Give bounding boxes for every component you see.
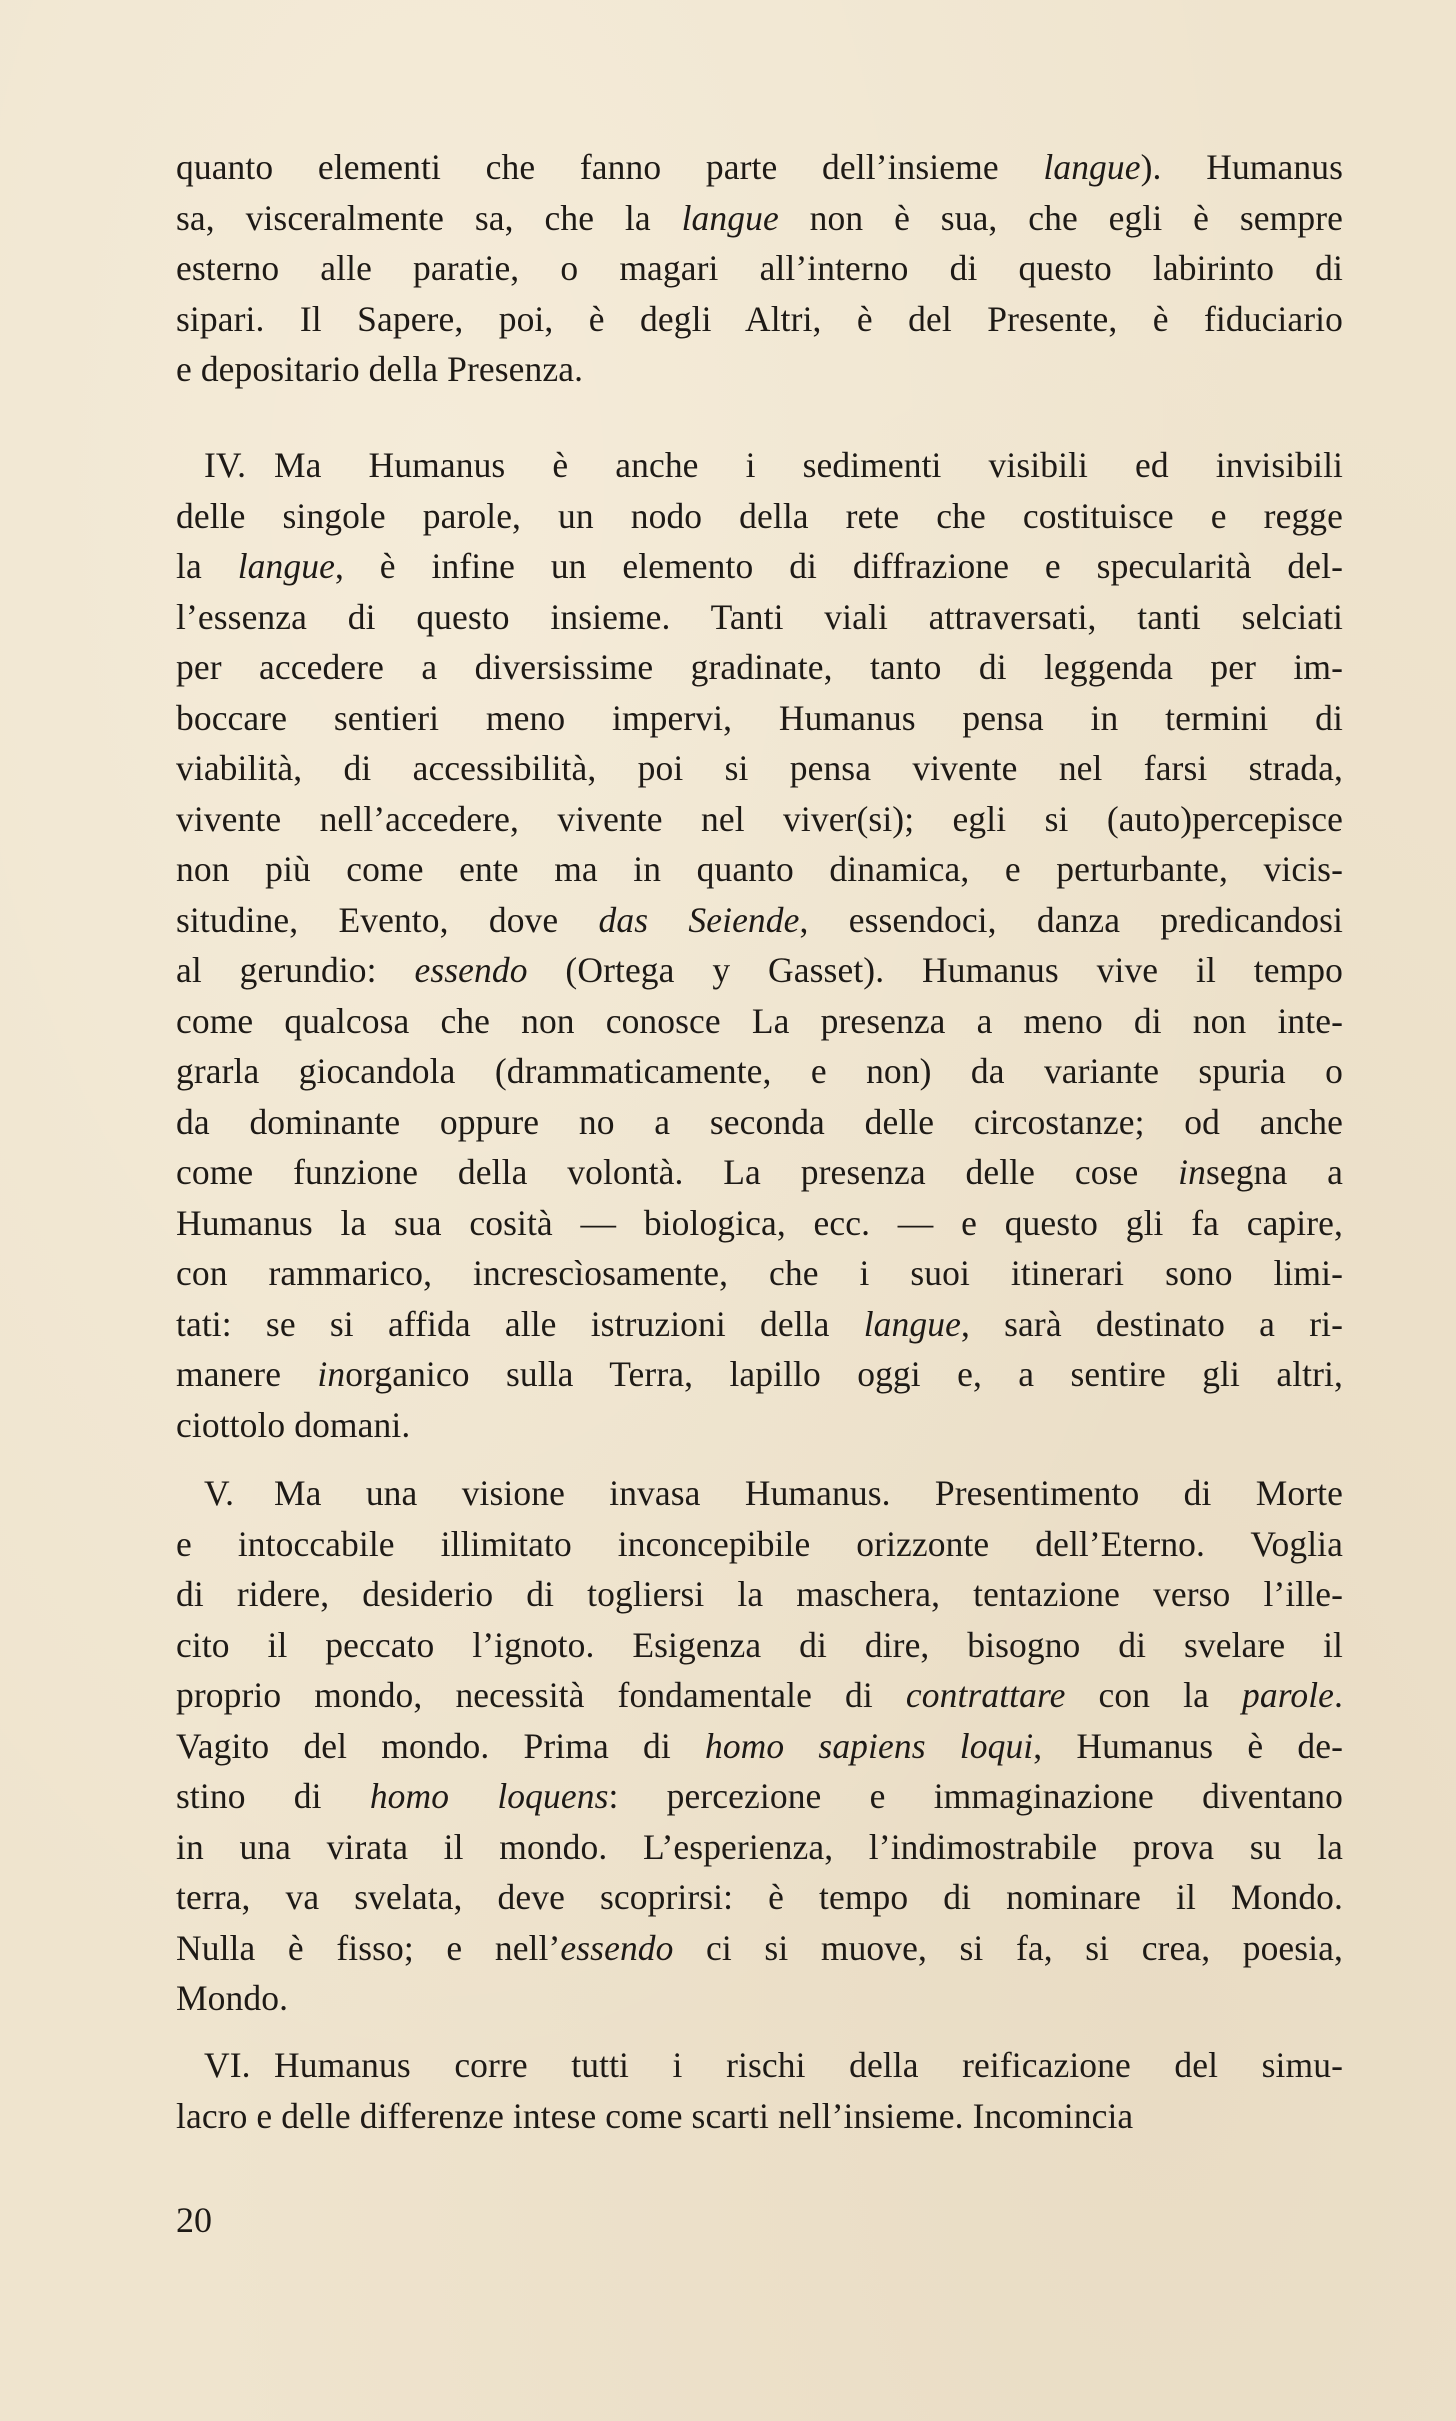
text-line [176,1923,1343,1974]
text-line [176,1620,1343,1671]
text-line [176,193,1343,244]
paragraph-vi [176,2040,1343,2141]
text-segment: , essendoci, danza predicandosi [799,899,1343,940]
text-segment: segna a [1205,1152,1343,1192]
text-segment: Humanus la sua cosità — biologica, ecc. — e questo gli fa capire, [176,1202,1343,1243]
text-segment: come qualcosa che non conosce La presenza a meno di non inte- [176,1000,1343,1041]
text-line [176,541,1343,592]
text-segment: viabilità, di accessibilità, poi si pensa vivente nel farsi strada, [176,748,1343,788]
italic-term: essendo [560,1927,674,1968]
text-segment: terra, va svelata, deve scoprirsi: è tempo di nominare il Mondo. [176,1877,1343,1917]
paragraph-v [176,1468,1343,2024]
italic-term: langue [681,197,779,238]
text-segment: , Humanus è de- [1033,1725,1343,1766]
text-segment: da dominante oppure no a seconda delle circostanze; od anche [176,1101,1343,1142]
text-segment: , sarà destinato a ri- [960,1303,1344,1344]
text-line [176,743,1343,794]
text-line [176,693,1343,744]
text-segment: con rammarico, increscìosamente, che i suoi itinerari sono limi- [176,1253,1343,1293]
text-segment: sa, visceralmente sa, che la [176,197,682,238]
text-line [176,1400,1343,1451]
text-segment: . [1334,1675,1343,1715]
text-segment: di ridere, desiderio di togliersi la maschera, tentazione verso l’ille- [176,1574,1343,1614]
text-line [176,2040,1343,2091]
text-line [176,844,1343,895]
section-numeral: V. [204,1473,235,1513]
text-line [176,1097,1343,1148]
text-segment: Vagito del mondo. Prima di [176,1725,705,1766]
text-line [176,294,1343,345]
text-segment: tati: se si affida alle istruzioni della [176,1303,864,1344]
text-line [176,1299,1343,1350]
italic-term: parole [1242,1675,1335,1715]
italic-term: das Seiende [598,899,800,940]
text-line [176,1248,1343,1299]
text-line [176,243,1343,294]
text-segment: Ma Humanus è anche i sedimenti visibili ed invisibili [274,445,1343,485]
text-line [176,491,1343,542]
text-segment: organico sulla Terra, lapillo oggi e, a sentire gli altri, [345,1354,1343,1394]
text-line [176,1349,1343,1400]
italic-term: in [1178,1152,1206,1192]
text-line [176,592,1343,643]
paragraph-continuation [176,142,1343,395]
text-segment: Ma una visione invasa Humanus. Presentimento di Morte [274,1473,1343,1513]
text-line [176,1147,1343,1198]
text-line [176,1721,1343,1772]
text-line [176,794,1343,845]
text-segment: come funzione della volontà. La presenza delle cose [176,1152,1179,1192]
text-line [176,344,1343,395]
text-line [176,895,1343,946]
text-line [176,1670,1343,1721]
text-segment: la [176,546,238,586]
text-segment: esterno alle paratie, o magari all’interno di questo labirinto di [176,248,1343,288]
section-numeral: VI. [204,2045,251,2085]
text-segment: non più come ente ma in quanto dinamica, e perturbante, vicis- [176,849,1343,889]
text-segment: per accedere a diversissime gradinate, tanto di leggenda per im- [176,647,1343,687]
text-segment: Nulla è fisso; e nell’ [176,1927,561,1968]
text-line [176,1771,1343,1822]
italic-term: homo sapiens loqui [704,1725,1034,1766]
text-segment: ). Humanus [1140,147,1343,187]
text-line [176,1569,1343,1620]
text-segment: Humanus corre tutti i rischi della reificazione del simu- [274,2045,1343,2085]
text-segment: lacro e delle differenze intese come scarti nell’insieme. Incomincia [176,2095,1134,2136]
text-line [176,642,1343,693]
text-segment: l’essenza di questo insieme. Tanti viali attraversati, tanti selciati [176,596,1343,637]
text-segment: cito il peccato l’ignoto. Esigenza di dire, bisogno di svelare il [176,1624,1343,1665]
text-line [176,1198,1343,1249]
text-segment: sipari. Il Sapere, poi, è degli Altri, è del Presente, è fiduciario [176,298,1343,339]
text-segment: vivente nell’accedere, vivente nel viver(si); egli si (auto)percepisce [176,798,1343,839]
italic-term: langue [1043,147,1141,187]
text-segment: : percezione e immaginazione diventano [608,1776,1343,1816]
text-line [176,1046,1343,1097]
text-segment: delle singole parole, un nodo della rete che costituisce e regge [176,495,1343,536]
text-segment: grarla giocandola (drammaticamente, e non) da variante spuria o [176,1051,1343,1091]
text-segment: e intoccabile illimitato inconcepibile orizzonte dell’Eterno. Voglia [176,1523,1343,1564]
page-number: 20 [176,2200,212,2240]
text-segment: Mondo. [176,1978,289,2018]
italic-term: contrattare [905,1675,1066,1715]
paragraph-iv [176,440,1343,1450]
text-segment: proprio mondo, necessità fondamentale di [176,1675,906,1715]
italic-term: langue [237,546,335,586]
italic-term: langue [863,1303,961,1344]
text-line [176,1519,1343,1570]
text-segment: (Ortega y Gasset). Humanus vive il tempo [527,950,1343,990]
italic-term: essendo [414,950,528,990]
text-line [176,1468,1343,1519]
text-line [176,440,1343,491]
text-line [176,1973,1343,2024]
text-line [176,996,1343,1047]
text-segment: ciottolo domani. [176,1404,411,1445]
text-line [176,142,1343,193]
text-segment: ci si muove, si fa, si crea, poesia, [673,1927,1343,1968]
text-segment: e depositario della Presenza. [176,349,584,389]
text-segment: in una virata il mondo. L’esperienza, l’indimostrabile prova su la [176,1826,1343,1867]
text-segment: con la [1065,1675,1243,1715]
italic-term: in [317,1354,346,1394]
text-segment: situdine, Evento, dove [176,899,599,940]
text-line [176,1822,1343,1873]
text-segment: non è sua, che egli è sempre [778,197,1343,238]
text-segment: , è infine un elemento di diffrazione e specularità del- [334,546,1343,586]
section-numeral: IV. [204,445,247,485]
text-line [176,2091,1343,2142]
text-line [176,945,1343,996]
text-segment: stino di [176,1776,370,1816]
text-line [176,1872,1343,1923]
text-segment: quanto elementi che fanno parte dell’insieme [176,147,1044,187]
text-segment: manere [176,1354,318,1394]
text-segment: boccare sentieri meno impervi, Humanus pensa in termini di [176,697,1343,738]
italic-term: homo loquens [369,1776,609,1816]
text-segment: al gerundio: [176,950,415,990]
